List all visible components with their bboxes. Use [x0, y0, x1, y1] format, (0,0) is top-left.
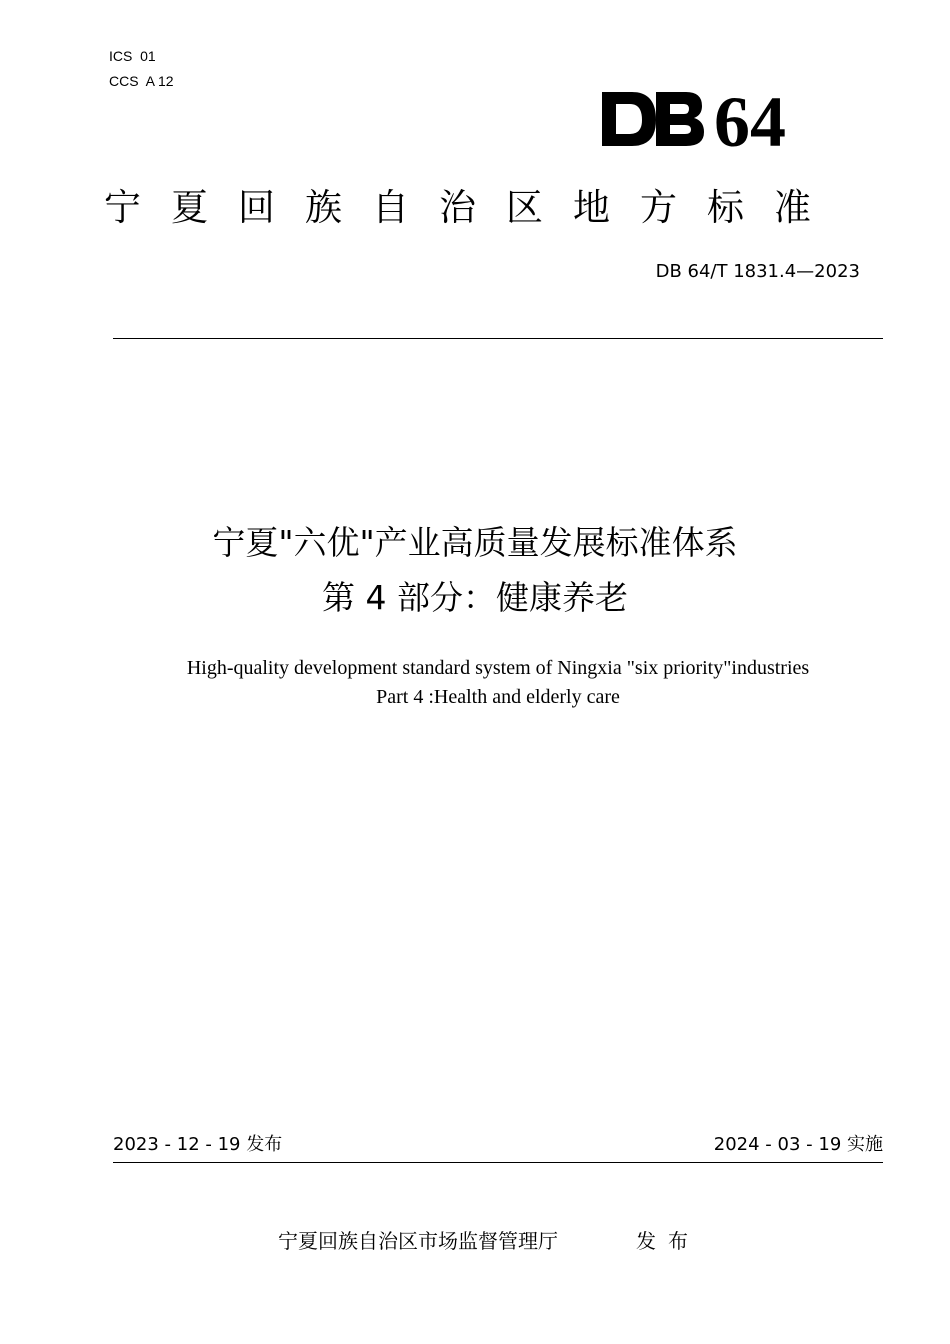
logo-letter-b [656, 92, 704, 146]
publish-label: 发布 [636, 1229, 700, 1253]
footer-divider [113, 1162, 883, 1163]
logo-letter-d [602, 92, 656, 146]
title-cn-line1: 宁夏"六优"产业高质量发展标准体系 [212, 523, 738, 562]
standard-number: DB 64/T 1831.4—2023 [655, 261, 860, 282]
title-en-line2: Part 4 :Health and elderly care [376, 686, 620, 708]
implementation-date: 2024 - 03 - 19 实施 [713, 1134, 883, 1155]
ccs-code: CCS A 12 [109, 73, 174, 89]
authority-title: 宁夏回族自治区地方标准 [104, 186, 841, 229]
header-divider [113, 338, 883, 339]
publisher: 宁夏回族自治区市场监督管理厅 [278, 1229, 558, 1253]
title-cn-line2: 第 4 部分：健康养老 [322, 578, 628, 617]
db64-logo [596, 80, 816, 160]
title-en-line1: High-quality development standard system of Ningxia "six priority"industries [186, 657, 810, 679]
issue-date: 2023 - 12 - 19 发布 [113, 1134, 283, 1155]
logo-number: 64 [714, 82, 786, 160]
ics-code: ICS 01 [109, 48, 156, 64]
